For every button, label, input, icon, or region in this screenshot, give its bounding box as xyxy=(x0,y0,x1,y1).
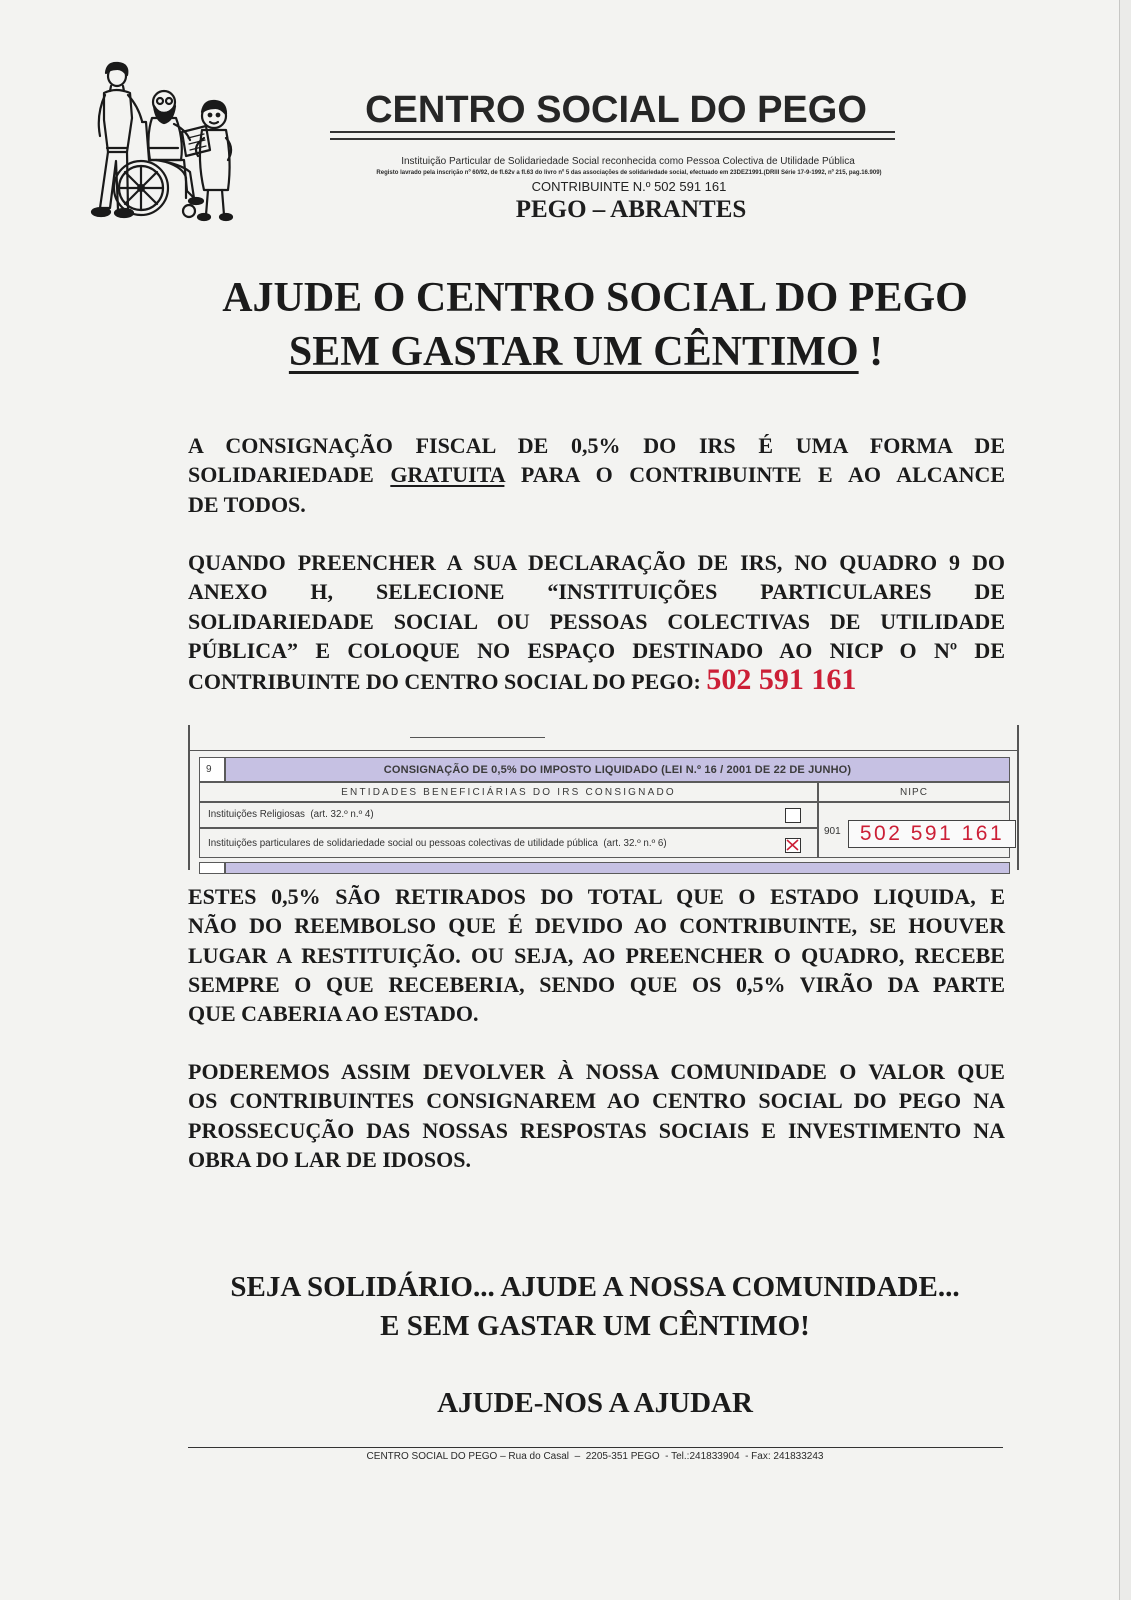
organization-name: CENTRO SOCIAL DO PEGO xyxy=(365,89,867,131)
paragraph-line: QUANDO PREENCHER A SUA DECLARAÇÃO DE IRS, NO QUADRO 9 DO xyxy=(188,550,1005,575)
paragraph-line: QUE CABERIA AO ESTADO. xyxy=(188,1001,479,1027)
nif-highlight: 502 591 161 xyxy=(706,663,857,697)
text-segment: PARA O CONTRIBUINTE E AO ALCANCE xyxy=(520,462,1006,488)
paragraph-line: NÃO DO REEMBOLSO QUE É DEVIDO AO CONTRIBUINTE, SE HOUVER xyxy=(188,913,1005,939)
next-section-band xyxy=(225,862,1010,874)
checkbox-ipss xyxy=(785,838,801,853)
paragraph-line: SOLIDARIEDADE SOCIAL OU PESSOAS COLECTIVAS DE UTILIDADE xyxy=(188,608,1005,634)
scan-paper-edge xyxy=(1119,0,1131,1600)
taxpayer-number: CONTRIBUINTE N.º 502 591 161 xyxy=(531,179,727,194)
paragraph-line: OS CONTRIBUINTES CONSIGNAREM AO CENTRO SOCIAL DO PEGO NA xyxy=(188,1088,1005,1114)
wheelchair-family-logo-icon xyxy=(86,60,236,225)
field-code: 901 xyxy=(824,826,841,837)
paragraph-line: SEMPRE O QUE RECEBERIA, SENDO QUE OS 0,5% VIRÃO DA PARTE xyxy=(188,971,1005,997)
paragraph-line: PÚBLICA” E COLOQUE NO ESPAÇO DESTINADO AO NICP O Nº DE xyxy=(188,637,1005,663)
text-segment: CONTRIBUINTE DO CENTRO SOCIAL DO PEGO: xyxy=(188,669,701,695)
paragraph-line: PROSSECUÇÃO DAS NOSSAS RESPOSTAS SOCIAIS E INVESTIMENTO NA xyxy=(188,1117,1005,1143)
section-number: 9 xyxy=(199,757,225,782)
paragraph-line: ANEXO H, SELECIONE “INSTITUIÇÕES PARTICULARES DE xyxy=(188,579,1005,605)
check-x-icon xyxy=(786,839,799,851)
form-row-ipss xyxy=(199,828,818,858)
footer-contact: CENTRO SOCIAL DO PEGO – Rua do Casal – 2205-351 PEGO - Tel.:241833904 - Fax: 241833243 xyxy=(366,1451,824,1462)
form-top-fragment-line xyxy=(410,737,545,738)
paragraph-line: A CONSIGNAÇÃO FISCAL DE 0,5% DO IRS É UMA FORMA DE xyxy=(188,433,1005,458)
irs-form-excerpt xyxy=(188,722,1020,874)
headline-exclamation: ! xyxy=(869,329,884,375)
footer-rule xyxy=(188,1447,1003,1448)
header-rule-top xyxy=(330,131,895,133)
headline-line-2 xyxy=(100,327,1072,377)
form-row-religious xyxy=(199,802,818,828)
column-header-nipc: NIPC xyxy=(818,782,1010,802)
paragraph-2 xyxy=(188,548,1005,696)
paragraph-line: PODEREMOS ASSIM DEVOLVER À NOSSA COMUNIDADE O VALOR QUE xyxy=(188,1059,1005,1084)
form-border-left xyxy=(188,725,190,870)
text-segment: SOLIDARIEDADE xyxy=(188,462,374,488)
paragraph-line xyxy=(188,460,1005,489)
location: PEGO – ABRANTES xyxy=(515,196,747,223)
paragraph-line: DE TODOS. xyxy=(188,491,306,517)
paragraph-line: ESTES 0,5% SÃO RETIRADOS DO TOTAL QUE O ESTADO LIQUIDA, E xyxy=(188,884,1005,909)
organization-subtitle: Instituição Particular de Solidariedade Social reconhecida como Pessoa Colectiva de Utilidade Pública xyxy=(401,156,855,167)
next-section-number-cell xyxy=(199,862,225,874)
closing-motto: AJUDE-NOS A AJUDAR xyxy=(437,1387,753,1419)
paragraph-line xyxy=(188,665,1005,696)
nipc-value-field: 502 591 161 xyxy=(848,820,1016,848)
paragraph-line: LUGAR A RESTITUIÇÃO. OU SEJA, AO PREENCHER O QUADRO, RECEBE xyxy=(188,942,1005,968)
section-title: CONSIGNAÇÃO DE 0,5% DO IMPOSTO LIQUIDADO (LEI N.º 16 / 2001 DE 22 DE JUNHO) xyxy=(225,757,1010,782)
row-label: Instituições particulares de solidariedade social ou pessoas colectivas de utilidade pública (art. 32.º n.º 6) xyxy=(208,838,667,849)
registry-note: Registo lavrado pela inscrição nº 60/92, de fl.62v a fl.63 do livro nº 5 das associações de solidariedade social, efectuado em 23DEZ1991.(DRIII Série 17-9-1992, nº 215, pag.16.909) xyxy=(376,170,882,176)
row-label: Instituições Religiosas (art. 32.º n.º 4) xyxy=(208,809,374,820)
emphasis-gratuita: GRATUITA xyxy=(390,462,505,488)
paragraph-4 xyxy=(188,1057,1005,1174)
closing-line-1: SEJA SOLIDÁRIO... AJUDE A NOSSA COMUNIDADE... xyxy=(230,1271,960,1303)
closing-line-2: E SEM GASTAR UM CÊNTIMO! xyxy=(380,1310,810,1342)
form-top-line xyxy=(190,750,1017,751)
headline-line-1: AJUDE O CENTRO SOCIAL DO PEGO xyxy=(222,275,968,321)
header-rule-bottom xyxy=(330,138,895,140)
column-header-entities: ENTIDADES BENEFICIÁRIAS DO IRS CONSIGNADO xyxy=(199,782,818,802)
checkbox-religious xyxy=(785,808,801,823)
headline-underlined: SEM GASTAR UM CÊNTIMO xyxy=(288,329,859,375)
paragraph-1 xyxy=(188,431,1005,519)
paragraph-line: OBRA DO LAR DE IDOSOS. xyxy=(188,1146,472,1172)
form-border-right xyxy=(1017,725,1019,870)
paragraph-3 xyxy=(188,882,1005,1028)
